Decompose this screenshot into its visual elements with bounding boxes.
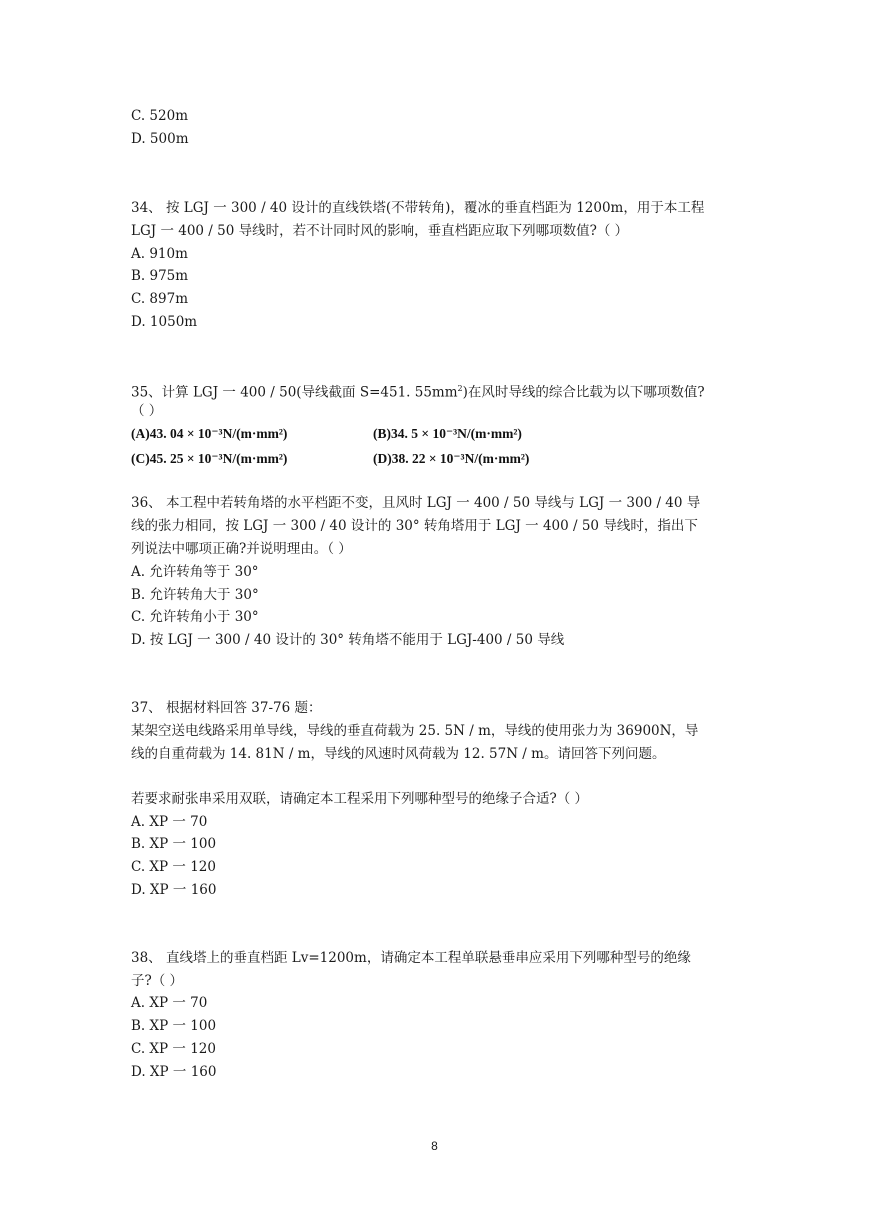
option-b: B. XP 一 100 xyxy=(131,836,217,852)
option-b: B. 允许转角大于 30° xyxy=(131,587,259,603)
option-d: D. XP 一 160 xyxy=(131,1064,217,1080)
option-d: D. 1050m xyxy=(131,314,198,330)
page-number: 8 xyxy=(431,1139,438,1153)
option-c: C. 520m xyxy=(131,108,188,124)
question-stem-line: （ ） xyxy=(131,403,163,419)
option-b: (B)34. 5 × 10⁻³N/(m·mm²) xyxy=(373,426,522,441)
option-d: D. 按 LGJ 一 300 / 40 设计的 30° 转角塔不能用于 LGJ-400 / 50 导线 xyxy=(131,632,565,648)
question-stem-line: 38、 直线塔上的垂直档距 Lv=1200m，请确定本工程单联悬垂串应采用下列哪种型号的绝缘 xyxy=(131,950,691,966)
question-stem-line xyxy=(131,379,705,403)
option-a: A. XP 一 70 xyxy=(131,814,208,830)
option-c: C. 897m xyxy=(131,291,188,307)
question-stem-line: 若要求耐张串采用双联，请确定本工程采用下列哪种型号的绝缘子合适?（ ） xyxy=(131,791,589,807)
material-line: 线的自重荷载为 14. 81N / m，导线的风速时风荷载为 12. 57N / m。请回答下列问题。 xyxy=(131,746,666,762)
stem-text: 35、计算 LGJ 一 400 / 50(导线截面 S=451. 55mm xyxy=(131,384,458,401)
question-stem-line: 子?（ ） xyxy=(131,973,184,989)
option-c: C. XP 一 120 xyxy=(131,1041,216,1057)
material-line: 某架空送电线路采用单导线，导线的垂直荷载为 25. 5N / m，导线的使用张力为 36900N，导 xyxy=(131,723,699,739)
option-a: A. 910m xyxy=(131,246,188,262)
option-c: C. XP 一 120 xyxy=(131,859,216,875)
option-a: A. 允许转角等于 30° xyxy=(131,564,259,580)
option-d: (D)38. 22 × 10⁻³N/(m·mm²) xyxy=(373,451,530,466)
option-b: B. XP 一 100 xyxy=(131,1018,217,1034)
superscript: 2 xyxy=(457,384,463,393)
question-stem-line: 列说法中哪项正确?并说明理由。（ ） xyxy=(131,541,352,557)
option-d: D. XP 一 160 xyxy=(131,882,217,898)
question-stem-line: 36、 本工程中若转角塔的水平档距不变，且风时 LGJ 一 400 / 50 导线与 LGJ 一 300 / 40 导 xyxy=(131,495,701,511)
option-b: B. 975m xyxy=(131,268,189,284)
question-stem-line: 线的张力相同，按 LGJ 一 300 / 40 设计的 30° 转角塔用于 LGJ 一 400 / 50 导线时，指出下 xyxy=(131,518,698,534)
option-d: D. 500m xyxy=(131,131,189,147)
option-c: (C)45. 25 × 10⁻³N/(m·mm²) xyxy=(131,451,288,466)
stem-text: )在风时导线的综合比载为以下哪项数值? xyxy=(462,384,705,401)
option-a: A. XP 一 70 xyxy=(131,995,208,1011)
question-stem-line: LGJ 一 400 / 50 导线时，若不计同时风的影响，垂直档距应取下列哪项数值?（ ） xyxy=(131,223,629,239)
question-stem-line: 34、 按 LGJ 一 300 / 40 设计的直线铁塔(不带转角)，覆冰的垂直档距为 1200m，用于本工程 xyxy=(131,200,705,216)
question-heading: 37、 根据材料回答 37-76 题： xyxy=(131,700,322,716)
option-a: (A)43. 04 × 10⁻³N/(m·mm²) xyxy=(131,426,288,441)
option-c: C. 允许转角小于 30° xyxy=(131,609,259,625)
